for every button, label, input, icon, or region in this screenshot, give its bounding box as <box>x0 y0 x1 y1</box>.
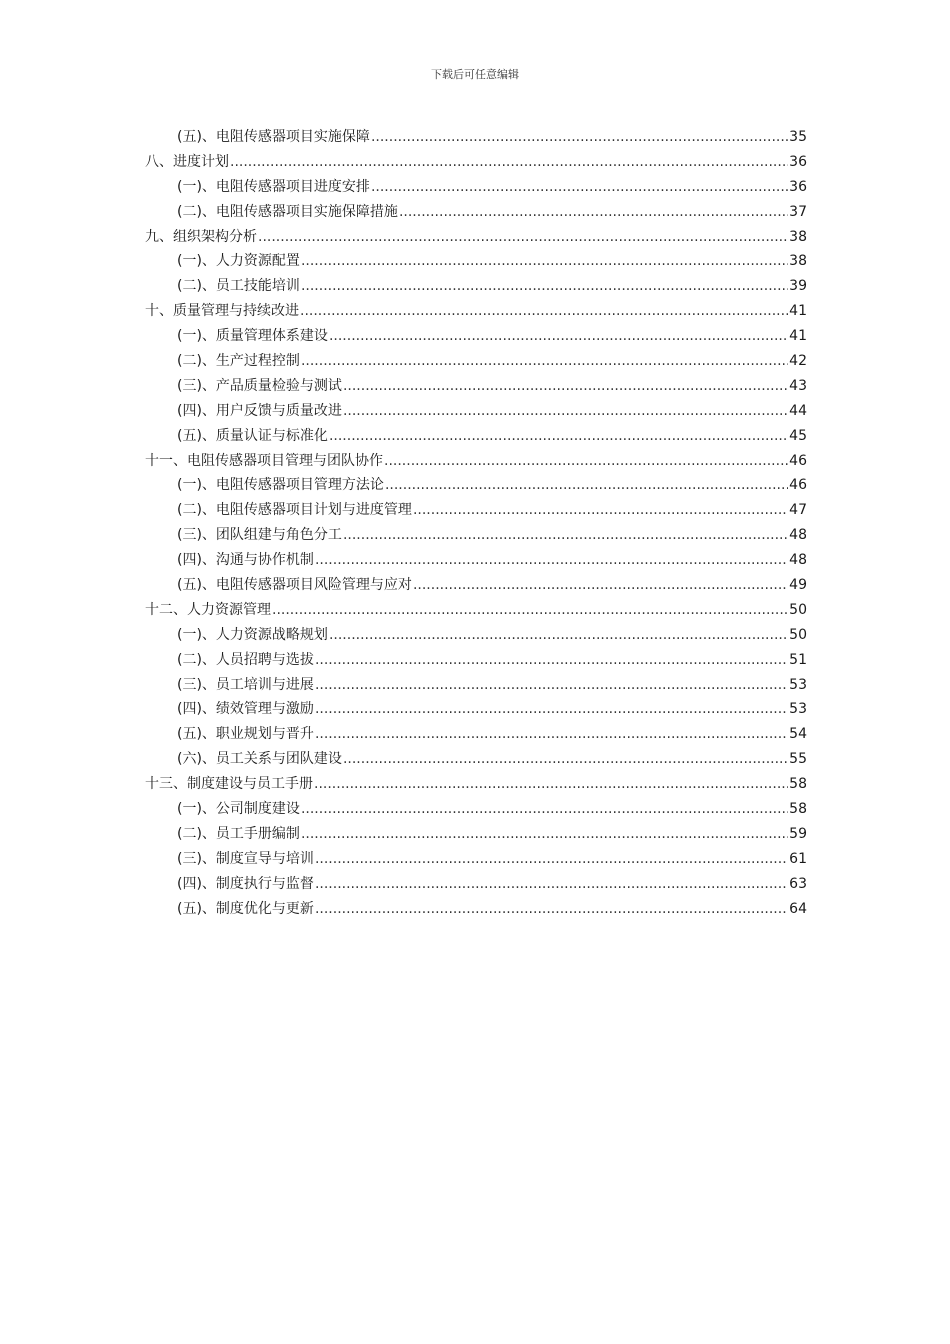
toc-page-number: 48 <box>789 552 807 569</box>
toc-entry-title: (四)、沟通与协作机制 <box>177 552 314 569</box>
toc-dot-leader <box>315 847 788 872</box>
toc-page-number: 54 <box>789 726 807 743</box>
toc-section-entry[interactable] <box>145 872 807 897</box>
toc-section-entry[interactable] <box>145 349 807 374</box>
toc-dot-leader <box>384 449 788 474</box>
toc-entry-title: (二)、电阻传感器项目计划与进度管理 <box>177 502 412 519</box>
toc-section-entry[interactable] <box>145 399 807 424</box>
toc-section-entry[interactable] <box>145 847 807 872</box>
page-header: 下载后可任意编辑 <box>431 68 519 81</box>
toc-dot-leader <box>300 299 788 324</box>
toc-dot-leader <box>301 274 788 299</box>
toc-section-entry[interactable] <box>145 125 807 150</box>
toc-page-number: 46 <box>789 477 807 494</box>
toc-section-entry[interactable] <box>145 523 807 548</box>
toc-page-number: 48 <box>789 527 807 544</box>
toc-section-entry[interactable] <box>145 374 807 399</box>
toc-dot-leader <box>230 150 788 175</box>
toc-page-number: 63 <box>789 875 807 892</box>
toc-page-number: 42 <box>789 353 807 370</box>
toc-page-number: 50 <box>789 601 807 618</box>
toc-section-entry[interactable] <box>145 822 807 847</box>
toc-section-entry[interactable] <box>145 548 807 573</box>
toc-section-entry[interactable] <box>145 498 807 523</box>
toc-page-number: 35 <box>789 129 807 145</box>
toc-page-number: 36 <box>789 153 807 170</box>
toc-page-number: 51 <box>789 651 807 668</box>
toc-section-entry[interactable] <box>145 623 807 648</box>
toc-page-number: 41 <box>789 328 807 345</box>
toc-dot-leader <box>329 324 788 349</box>
toc-dot-leader <box>413 573 788 598</box>
toc-dot-leader <box>258 225 788 250</box>
toc-dot-leader <box>385 473 788 498</box>
toc-section-entry[interactable] <box>145 573 807 598</box>
toc-page-number: 53 <box>789 676 807 693</box>
toc-page-number: 38 <box>789 228 807 245</box>
toc-chapter-entry[interactable] <box>145 299 807 324</box>
toc-entry-title: (五)、电阻传感器项目风险管理与应对 <box>177 577 412 594</box>
toc-dot-leader <box>329 424 788 449</box>
toc-page-number: 53 <box>789 701 807 718</box>
toc-entry-title: 十一、电阻传感器项目管理与团队协作 <box>145 452 383 469</box>
toc-chapter-entry[interactable] <box>145 598 807 623</box>
toc-section-entry[interactable] <box>145 797 807 822</box>
toc-section-entry[interactable] <box>145 697 807 722</box>
toc-section-entry[interactable] <box>145 249 807 274</box>
toc-section-entry[interactable] <box>145 424 807 449</box>
toc-page-number: 38 <box>789 253 807 270</box>
toc-entry-title: (三)、员工培训与进展 <box>177 676 314 693</box>
toc-page-number: 47 <box>789 502 807 519</box>
toc-section-entry[interactable] <box>145 897 807 922</box>
toc-page-number: 41 <box>789 303 807 320</box>
toc-entry-title: (三)、制度宣导与培训 <box>177 850 314 867</box>
toc-chapter-entry[interactable] <box>145 449 807 474</box>
toc-page-number: 55 <box>789 751 807 768</box>
toc-dot-leader <box>343 747 788 772</box>
toc-dot-leader <box>315 697 788 722</box>
toc-page-number: 44 <box>789 402 807 419</box>
toc-section-entry[interactable] <box>145 673 807 698</box>
table-of-contents <box>145 125 807 922</box>
toc-entry-title: 十二、人力资源管理 <box>145 601 271 618</box>
toc-chapter-entry[interactable] <box>145 225 807 250</box>
toc-dot-leader <box>301 349 788 374</box>
toc-dot-leader <box>315 722 788 747</box>
toc-entry-title: (一)、人力资源战略规划 <box>177 626 328 643</box>
toc-page-number: 46 <box>789 452 807 469</box>
toc-entry-title: 九、组织架构分析 <box>145 228 257 245</box>
toc-section-entry[interactable] <box>145 473 807 498</box>
toc-entry-title: (四)、绩效管理与激励 <box>177 701 314 718</box>
toc-dot-leader <box>413 498 788 523</box>
toc-page-number: 45 <box>789 427 807 444</box>
toc-entry-title: (六)、员工关系与团队建设 <box>177 751 342 768</box>
toc-dot-leader <box>315 548 788 573</box>
toc-entry-title: (四)、用户反馈与质量改进 <box>177 402 342 419</box>
toc-entry-title: 十、质量管理与持续改进 <box>145 303 299 320</box>
toc-page-number: 39 <box>789 278 807 295</box>
toc-page-number: 58 <box>789 801 807 818</box>
toc-entry-title: (二)、电阻传感器项目实施保障措施 <box>177 203 398 220</box>
toc-entry-title: 十三、制度建设与员工手册 <box>145 776 313 793</box>
toc-dot-leader <box>315 897 788 922</box>
toc-entry-title: (五)、质量认证与标准化 <box>177 427 328 444</box>
toc-entry-title: (二)、员工手册编制 <box>177 825 300 842</box>
toc-page-number: 64 <box>789 900 807 917</box>
toc-entry-title: (一)、人力资源配置 <box>177 253 300 270</box>
toc-page-number: 61 <box>789 850 807 867</box>
toc-dot-leader <box>329 623 788 648</box>
toc-dot-leader <box>314 772 788 797</box>
toc-entry-title: (一)、质量管理体系建设 <box>177 328 328 345</box>
toc-section-entry[interactable] <box>145 175 807 200</box>
toc-entry-title: 八、进度计划 <box>145 153 229 170</box>
toc-entry-title: (五)、职业规划与晋升 <box>177 726 314 743</box>
toc-section-entry[interactable] <box>145 200 807 225</box>
toc-page-number: 58 <box>789 776 807 793</box>
toc-page-number: 37 <box>789 203 807 220</box>
toc-entry-title: (二)、人员招聘与选拔 <box>177 651 314 668</box>
toc-page-number: 59 <box>789 825 807 842</box>
toc-dot-leader <box>371 175 788 200</box>
toc-dot-leader <box>371 125 788 150</box>
toc-dot-leader <box>301 797 788 822</box>
toc-section-entry[interactable] <box>145 324 807 349</box>
toc-entry-title: (一)、公司制度建设 <box>177 801 300 818</box>
toc-dot-leader <box>315 648 788 673</box>
toc-dot-leader <box>343 523 788 548</box>
toc-entry-title: (四)、制度执行与监督 <box>177 875 314 892</box>
toc-entry-title: (一)、电阻传感器项目进度安排 <box>177 178 370 195</box>
toc-dot-leader <box>315 872 788 897</box>
toc-chapter-entry[interactable] <box>145 772 807 797</box>
toc-section-entry[interactable] <box>145 648 807 673</box>
toc-page-number: 49 <box>789 577 807 594</box>
toc-page-number: 43 <box>789 377 807 394</box>
toc-dot-leader <box>315 673 788 698</box>
toc-dot-leader <box>272 598 788 623</box>
toc-section-entry[interactable] <box>145 722 807 747</box>
toc-dot-leader <box>343 399 788 424</box>
toc-dot-leader <box>301 249 788 274</box>
toc-dot-leader <box>399 200 788 225</box>
toc-dot-leader <box>301 822 788 847</box>
toc-page-number: 36 <box>789 178 807 195</box>
toc-entry-title: (二)、员工技能培训 <box>177 278 300 295</box>
toc-dot-leader <box>343 374 788 399</box>
toc-section-entry[interactable] <box>145 747 807 772</box>
toc-entry-title: (五)、电阻传感器项目实施保障 <box>177 129 370 145</box>
toc-entry-title: (五)、制度优化与更新 <box>177 900 314 917</box>
toc-chapter-entry[interactable] <box>145 150 807 175</box>
toc-entry-title: (二)、生产过程控制 <box>177 353 300 370</box>
toc-entry-title: (三)、产品质量检验与测试 <box>177 377 342 394</box>
toc-entry-title: (三)、团队组建与角色分工 <box>177 527 342 544</box>
toc-entry-title: (一)、电阻传感器项目管理方法论 <box>177 477 384 494</box>
toc-section-entry[interactable] <box>145 274 807 299</box>
toc-page-number: 50 <box>789 626 807 643</box>
